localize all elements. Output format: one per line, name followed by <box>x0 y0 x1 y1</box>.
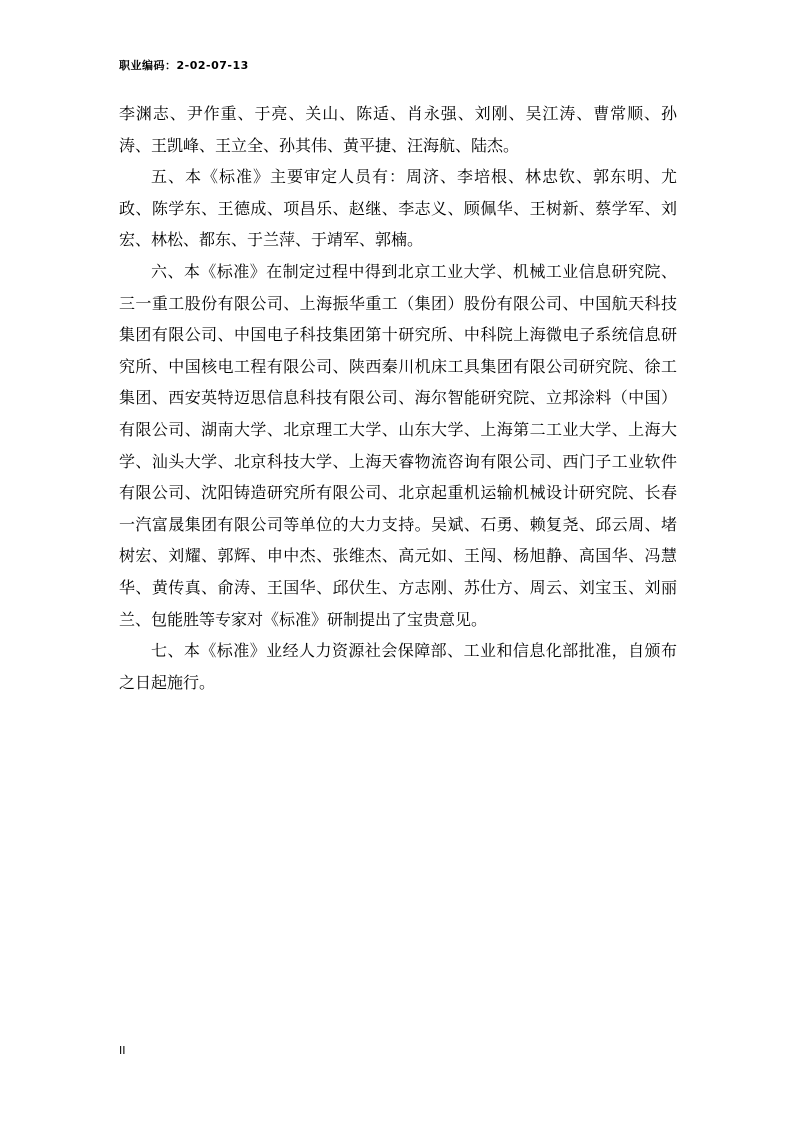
paragraph-drafters-continued: 李渊志、尹作重、于亮、关山、陈适、肖永强、刘刚、吴江涛、曹常顺、孙涛、王凯峰、王立全、孙其伟、黄平捷、汪海航、陆杰。 <box>119 104 677 155</box>
paragraph-approval: 七、本《标准》业经人力资源社会保障部、工业和信息化部批准，自颁布之日起施行。 <box>119 641 677 692</box>
paragraph-acknowledgements: 六、本《标准》在制定过程中得到北京工业大学、机械工业信息研究院、三一重工股份有限公司、上海振华重工（集团）股份有限公司、中国航天科技集团有限公司、中国电子科技集团第十研究所、中科院上海微电子系统信息研究所、中国核电工程有限公司、陕西秦川机床工具集团有限公司研究院、徐工集团、西安英特迈思信息科技有限公司、海尔智能研究院、立邦涂料（中国）有限公司、湖南大学、北京理工大学、山东大学、上海第二工业大学、上海大学、汕头大学、北京科技大学、上海天睿物流咨询有限公司、西门子工业软件有限公司、沈阳铸造研究所有限公司、北京起重机运输机械设计研究院、长春一汽富晟集团有限公司等单位的大力支持。吴斌、石勇、赖复尧、邱云周、堵树宏、刘耀、郭辉、申中杰、张维杰、高元如、王闯、杨旭静、高国华、冯慧华、黄传真、俞涛、王国华、邱伏生、方志刚、苏仕方、周云、刘宝玉、刘丽兰、包能胜等专家对《标准》研制提出了宝贵意见。 <box>119 261 677 629</box>
page-number: II <box>119 1044 126 1057</box>
document-body <box>119 98 677 698</box>
paragraph-reviewers: 五、本《标准》主要审定人员有：周济、李培根、林忠钦、郭东明、尤政、陈学东、王德成、项昌乐、赵继、李志义、顾佩华、王树新、蔡学军、刘宏、林松、都东、于兰萍、于靖军、郭楠。 <box>119 167 677 250</box>
occupation-code-header: 职业编码：2-02-07-13 <box>119 59 249 72</box>
